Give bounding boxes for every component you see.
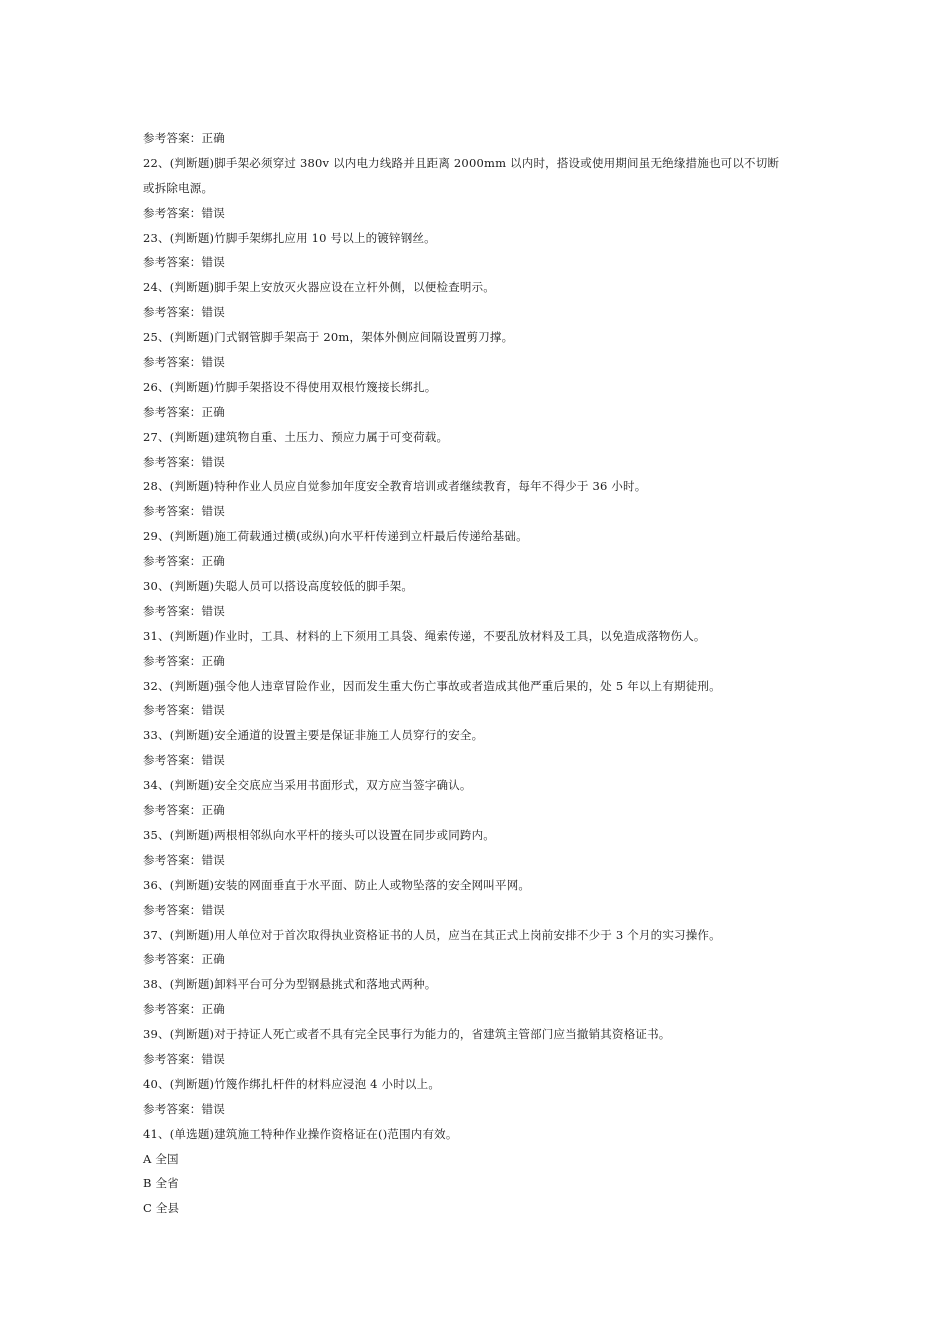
question-line: 29、(判断题)施工荷载通过横(或纵)向水平杆传递到立杆最后传递给基础。: [143, 529, 528, 544]
answer-line: 参考答案：正确: [143, 554, 225, 569]
question-line: 37、(判断题)用人单位对于首次取得执业资格证书的人员，应当在其正式上岗前安排不少于 3 个月的实习操作。: [143, 927, 721, 942]
option-c: C 全县: [143, 1201, 180, 1216]
question-line: 31、(判断题)作业时，工具、材料的上下须用工具袋、绳索传递，不要乱放材料及工具，以免造成落物伤人。: [143, 628, 706, 643]
answer-line: 参考答案：错误: [143, 454, 225, 469]
answer-line: 参考答案：错误: [143, 305, 225, 320]
question-line-continued: 或拆除电源。: [143, 180, 214, 195]
answer-line: 参考答案：错误: [143, 753, 225, 768]
question-line: 27、(判断题)建筑物自重、土压力、预应力属于可变荷载。: [143, 429, 449, 444]
answer-line: 参考答案：正确: [143, 952, 225, 967]
question-line: 35、(判断题)两根相邻纵向水平杆的接头可以设置在同步或同跨内。: [143, 827, 496, 842]
document-page: [143, 126, 823, 1221]
answer-line: 参考答案：错误: [143, 504, 225, 519]
question-line: 38、(判断题)卸料平台可分为型钢悬挑式和落地式两种。: [143, 977, 437, 992]
answer-line: 参考答案：正确: [143, 131, 225, 145]
answer-line: 参考答案：错误: [143, 355, 225, 370]
question-line: 26、(判断题)竹脚手架搭设不得使用双根竹篾接长绑扎。: [143, 379, 437, 394]
option-a: A 全国: [143, 1151, 179, 1166]
answer-line: 参考答案：正确: [143, 803, 225, 818]
question-line: 28、(判断题)特种作业人员应自觉参加年度安全教育培训或者继续教育，每年不得少于 36 小时。: [143, 479, 647, 494]
question-line: 41、(单选题)建筑施工特种作业操作资格证在()范围内有效。: [143, 1126, 458, 1141]
question-line: 23、(判断题)竹脚手架绑扎应用 10 号以上的镀锌钢丝。: [143, 230, 436, 245]
answer-line: 参考答案：错误: [143, 603, 225, 618]
answer-line: 参考答案：错误: [143, 255, 225, 270]
answer-line: 参考答案：正确: [143, 404, 225, 419]
answer-line: 参考答案：错误: [143, 852, 225, 867]
answer-line: 参考答案：正确: [143, 1002, 225, 1017]
answer-line: 参考答案：正确: [143, 653, 225, 668]
answer-line: 参考答案：错误: [143, 1101, 225, 1116]
question-line: 39、(判断题)对于持证人死亡或者不具有完全民事行为能力的，省建筑主管部门应当撤销其资格证书。: [143, 1027, 671, 1042]
answer-line: 参考答案：错误: [143, 205, 225, 220]
answer-line: 参考答案：错误: [143, 1051, 225, 1066]
question-line: 22、(判断题)脚手架必须穿过 380v 以内电力线路并且距离 2000mm 以内时，搭设或使用期间虽无绝缘措施也可以不切断: [143, 155, 780, 170]
question-line: 36、(判断题)安装的网面垂直于水平面、防止人或物坠落的安全网叫平网。: [143, 877, 531, 892]
question-line: 32、(判断题)强令他人违章冒险作业，因而发生重大伤亡事故或者造成其他严重后果的，处 5 年以上有期徒刑。: [143, 678, 721, 693]
question-line: 33、(判断题)安全通道的设置主要是保证非施工人员穿行的安全。: [143, 728, 484, 743]
question-line: 24、(判断题)脚手架上安放灭火器应设在立杆外侧，以便检查明示。: [143, 280, 496, 295]
question-line: 30、(判断题)失聪人员可以搭设高度较低的脚手架。: [143, 579, 414, 594]
question-line: 34、(判断题)安全交底应当采用书面形式，双方应当签字确认。: [143, 778, 472, 793]
answer-line: 参考答案：错误: [143, 902, 225, 917]
answer-line: 参考答案：错误: [143, 703, 225, 718]
question-line: 25、(判断题)门式钢管脚手架高于 20m，架体外侧应间隔设置剪刀撑。: [143, 330, 514, 345]
option-b: B 全省: [143, 1176, 179, 1191]
question-line: 40、(判断题)竹篾作绑扎杆件的材料应浸泡 4 小时以上。: [143, 1076, 441, 1091]
